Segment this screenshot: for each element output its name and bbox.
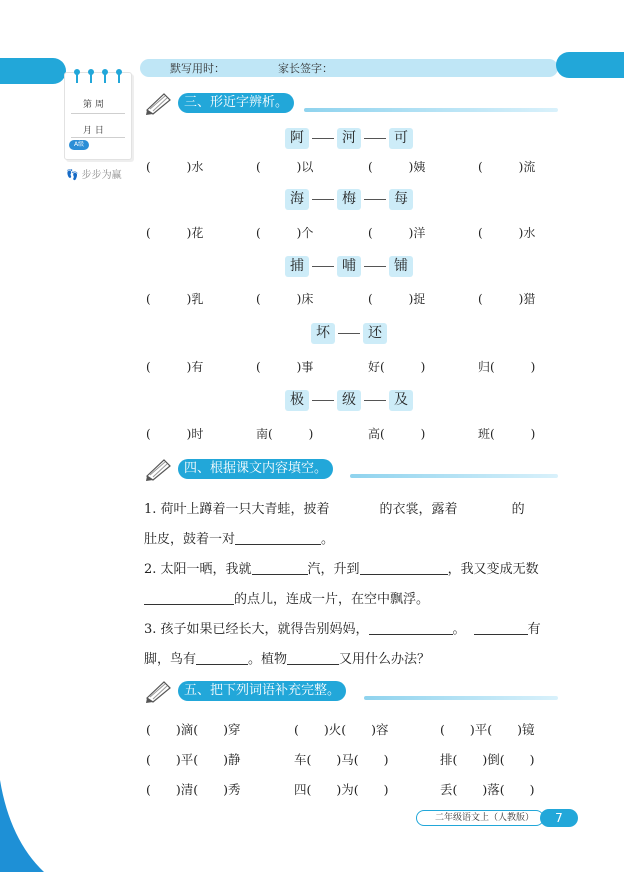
paren-item: 归( ) (478, 360, 536, 374)
book-label-text: 二年级语文上（人教版） (435, 813, 535, 823)
q3-text-f: 又用什么办法？ (339, 652, 431, 667)
q1-text-e: 。 (321, 532, 335, 547)
paren-item: ( )猎 (478, 292, 536, 306)
binder-ring-icon (115, 69, 123, 83)
question-2-line-1 (144, 558, 539, 577)
fill-blank[interactable] (360, 561, 448, 575)
idiom-item: 排( )倒( ) (440, 752, 535, 767)
char-box: 铺 (389, 256, 413, 277)
char-dash (312, 138, 334, 139)
section-4-header (144, 458, 558, 482)
footprints-icon: 👣 (66, 170, 79, 181)
section-underline (350, 474, 558, 478)
char-dash (312, 266, 334, 267)
pencil-icon (144, 678, 174, 704)
q1-text-a: 1. 荷叶上蹲着一只大青蛙，披着 (144, 502, 330, 517)
q1-text-d: 肚皮，鼓着一对 (144, 532, 236, 547)
char-group-2 (140, 188, 558, 210)
pencil-icon (144, 456, 174, 482)
char-group-4 (140, 322, 558, 344)
section-5-title: 五、把下列词语补充完整。 (178, 681, 346, 701)
corner-decoration (0, 780, 44, 872)
char-dash (312, 199, 334, 200)
header-left-tab (0, 58, 66, 84)
dictation-time-label: 默写用时： (170, 62, 225, 75)
paren-row-5 (146, 425, 558, 443)
q1-text-c: 的 (511, 502, 525, 517)
paren-row-1 (146, 158, 558, 176)
fill-blank[interactable] (287, 651, 339, 665)
question-1-line-2 (144, 528, 334, 547)
char-dash (364, 400, 386, 401)
char-box: 每 (389, 189, 413, 210)
char-box: 河 (337, 128, 361, 149)
fill-blank[interactable] (252, 561, 308, 575)
q2-text-a: 2. 太阳一晒，我就 (144, 562, 252, 577)
char-box: 可 (389, 128, 413, 149)
q1-text-b: 的衣裳，露着 (379, 502, 458, 517)
char-box: 哺 (337, 256, 361, 277)
idiom-item: 车( )马( ) (294, 752, 389, 767)
calendar-box (64, 72, 132, 160)
section-underline (364, 696, 558, 700)
paren-item: ( )事 (256, 360, 314, 374)
char-box: 还 (363, 323, 387, 344)
level-badge: A级 (69, 140, 89, 150)
paren-item: ( )床 (256, 292, 314, 306)
idiom-item: ( )火( )容 (294, 722, 389, 737)
q2-text-b: 汽，升到 (307, 562, 360, 577)
paren-item: ( )洋 (368, 226, 426, 240)
question-1-line-1 (144, 498, 525, 517)
paren-item: ( )流 (478, 160, 536, 174)
binder-ring-icon (101, 69, 109, 83)
question-3-line-2 (144, 648, 430, 667)
fill-blank[interactable] (235, 531, 321, 545)
fill-blank[interactable] (474, 621, 528, 635)
book-label (416, 810, 544, 826)
section-underline (304, 108, 558, 112)
q3-text-a: 3. 孩子如果已经长大，就得告别妈妈， (144, 622, 369, 637)
paren-item: 高( ) (368, 427, 426, 441)
page-number: 7 (540, 809, 578, 827)
side-note-text: 步步为赢 (81, 170, 122, 181)
paren-item: 好( ) (368, 360, 426, 374)
char-dash (364, 199, 386, 200)
char-dash (364, 266, 386, 267)
calendar-divider (71, 137, 125, 138)
char-box: 阿 (285, 128, 309, 149)
idiom-item: 四( )为( ) (294, 782, 389, 797)
q3-text-c: 有 (527, 622, 541, 637)
paren-item: 南( ) (256, 427, 314, 441)
week-label: 第 周 (83, 100, 104, 110)
paren-item: ( )水 (146, 160, 204, 174)
q2-text-d: 的点儿，连成一片，在空中飘浮。 (234, 592, 430, 607)
char-dash (364, 138, 386, 139)
char-group-5 (140, 389, 558, 411)
pencil-icon (144, 90, 174, 116)
q3-text-d: 脚，鸟有 (144, 652, 197, 667)
paren-item: ( )有 (146, 360, 204, 374)
char-dash (338, 333, 360, 334)
paren-item: ( )水 (478, 226, 536, 240)
question-2-line-2 (144, 588, 429, 607)
paren-item: 班( ) (478, 427, 536, 441)
idiom-item: 丢( )落( ) (440, 782, 535, 797)
char-dash (312, 400, 334, 401)
char-box: 海 (285, 189, 309, 210)
idiom-row-2 (146, 750, 558, 768)
section-3-title: 三、形近字辨析。 (178, 93, 294, 113)
binder-ring-icon (73, 69, 81, 83)
paren-row-3 (146, 290, 558, 308)
paren-item: ( )花 (146, 226, 204, 240)
section-3-header (144, 92, 558, 116)
char-box: 梅 (337, 189, 361, 210)
side-note (66, 166, 122, 181)
date-label: 月 日 (83, 126, 104, 136)
paren-item: ( )乳 (146, 292, 204, 306)
idiom-row-3 (146, 780, 558, 798)
idiom-item: ( )滴( )穿 (146, 722, 241, 737)
q3-text-e: 。植物 (248, 652, 288, 667)
paren-item: ( )以 (256, 160, 314, 174)
idiom-item: ( )平( )镜 (440, 722, 535, 737)
q2-text-c: ，我又变成无数 (447, 562, 539, 577)
parent-signature-label: 家长签字： (278, 62, 333, 75)
char-box: 及 (389, 390, 413, 411)
binder-ring-icon (87, 69, 95, 83)
fill-blank[interactable] (369, 621, 453, 635)
char-box: 坏 (311, 323, 335, 344)
char-box: 极 (285, 390, 309, 411)
paren-item: ( )个 (256, 226, 314, 240)
paren-row-2 (146, 224, 558, 242)
q3-text-b: 。 (452, 622, 466, 637)
question-3-line-1 (144, 618, 541, 637)
header-right-tab (556, 52, 624, 78)
paren-item: ( )时 (146, 427, 204, 441)
paren-item: ( )姨 (368, 160, 426, 174)
paren-item: ( )捉 (368, 292, 426, 306)
char-box: 级 (337, 390, 361, 411)
paren-row-4 (146, 358, 558, 376)
fill-blank[interactable] (144, 591, 234, 605)
char-group-3 (140, 255, 558, 277)
section-4-title: 四、根据课文内容填空。 (178, 459, 333, 479)
idiom-item: ( )平( )静 (146, 752, 241, 767)
section-5-header (144, 680, 558, 704)
idiom-row-1 (146, 720, 558, 738)
fill-blank[interactable] (196, 651, 248, 665)
char-box: 捕 (285, 256, 309, 277)
idiom-item: ( )清( )秀 (146, 782, 241, 797)
calendar-divider (71, 113, 125, 114)
char-group-1 (140, 127, 558, 149)
